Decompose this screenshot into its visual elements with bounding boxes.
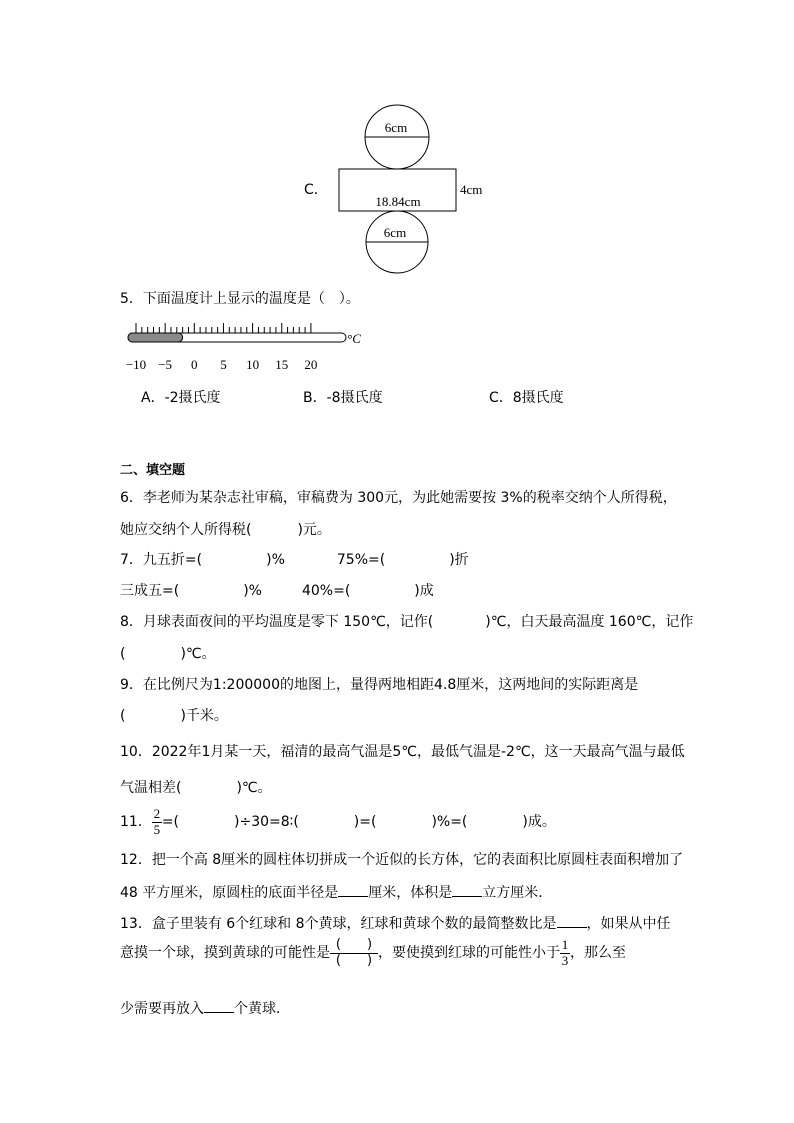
q5-question: 5．下面温度计上显示的温度是（ ）。 xyxy=(120,291,360,307)
thermometer xyxy=(0,318,794,378)
section-title: 二、填空题 xyxy=(120,463,186,478)
q9-line1: 9．在比例尺为1:200000的地图上，量得两地相距4.8厘米，这两地间的实际距离是 xyxy=(120,677,639,693)
rect-side-label: 4cm xyxy=(460,182,483,197)
top-circle-label: 6cm xyxy=(384,120,408,135)
q10-line1: 10．2022年1月某一天，福清的最高气温是5℃，最低气温是-2℃，这一天最高气温与最低 xyxy=(120,744,685,760)
q13-probability-fraction[interactable]: $\frac{( )}{( )}$ xyxy=(330,938,378,969)
q13-one-third: $\frac{1}{3}$ xyxy=(561,937,569,968)
q5-option-a[interactable]: A．-2摄氏度 xyxy=(141,390,221,406)
thermometer-tick-label: 15 xyxy=(275,357,289,372)
q5-option-c[interactable]: C．8摄氏度 xyxy=(489,390,564,406)
q13-blank-1[interactable] xyxy=(557,915,587,928)
q12-line1: 12．把一个高 8厘米的圆柱体切拼成一个近似的长方体，它的表面积比原圆柱表面积增加了 xyxy=(120,852,684,868)
q12-line2: 48 平方厘米，原圆柱的底面半径是 厘米，体积是 立方厘米． xyxy=(120,885,553,901)
q12-blank-2[interactable] xyxy=(452,884,482,897)
q11-line: 11． $\frac{2}{5}$ =( )÷30=8∶( )=( )%=( )成。 xyxy=(120,806,556,837)
rect-bottom-label: 18.84cm xyxy=(375,194,421,209)
q6-line1: 6．李老师为某杂志社审稿，审稿费为 300元，为此她需要按 3%的税率交纳个人所得税， xyxy=(120,490,677,506)
q7-line1: 7．九五折=( )% 75%=( )折 xyxy=(120,552,469,568)
thermometer-ticks xyxy=(136,323,311,333)
q13-blank-2[interactable] xyxy=(204,1000,234,1013)
q10-line2: 气温相差( )℃。 xyxy=(120,780,272,796)
thermometer-mercury xyxy=(128,333,183,342)
q12-blank-1[interactable] xyxy=(338,884,368,897)
thermometer-tick-label: 20 xyxy=(304,357,318,372)
thermometer-tick-label: 0 xyxy=(191,357,198,372)
q7-line2: 三成五=( )% 40%=( )成 xyxy=(120,583,434,599)
thermometer-unit: °C xyxy=(347,331,361,346)
q8-line1: 8．月球表面夜间的平均温度是零下 150℃，记作( )℃，白天最高温度 160℃，记作 xyxy=(120,614,694,630)
q5-option-b[interactable]: B．-8摄氏度 xyxy=(303,390,383,406)
q13-line2: 意摸一个球，摸到黄球的可能性是 $\frac{( )}{( )}$ ，要使摸到红球的可能性小于 $\frac{1}{3}$ ，那么至 xyxy=(120,937,626,968)
q9-line2: ( )千米。 xyxy=(120,708,228,724)
q13-line3: 少需要再放入 个黄球． xyxy=(120,1001,290,1017)
thermometer-tick-label: −10 xyxy=(125,357,147,372)
thermometer-tick-label: 5 xyxy=(220,357,227,372)
cylinder-net-diagram xyxy=(0,0,794,300)
q4c-label: C． xyxy=(304,182,328,198)
q8-line2: ( )℃。 xyxy=(120,646,216,662)
q13-line1: 13．盒子里装有 6个红球和 8个黄球，红球和黄球个数的最简整数比是 ，如果从中任 xyxy=(120,916,671,932)
thermometer-tick-label: 10 xyxy=(246,357,260,372)
bottom-circle-label: 6cm xyxy=(383,225,407,240)
thermometer-tick-label: −5 xyxy=(158,357,173,372)
thermometer-tick-labels xyxy=(126,357,318,372)
q11-fraction: $\frac{2}{5}$ xyxy=(153,806,161,837)
q6-line2: 她应交纳个人所得税( )元。 xyxy=(120,522,331,538)
